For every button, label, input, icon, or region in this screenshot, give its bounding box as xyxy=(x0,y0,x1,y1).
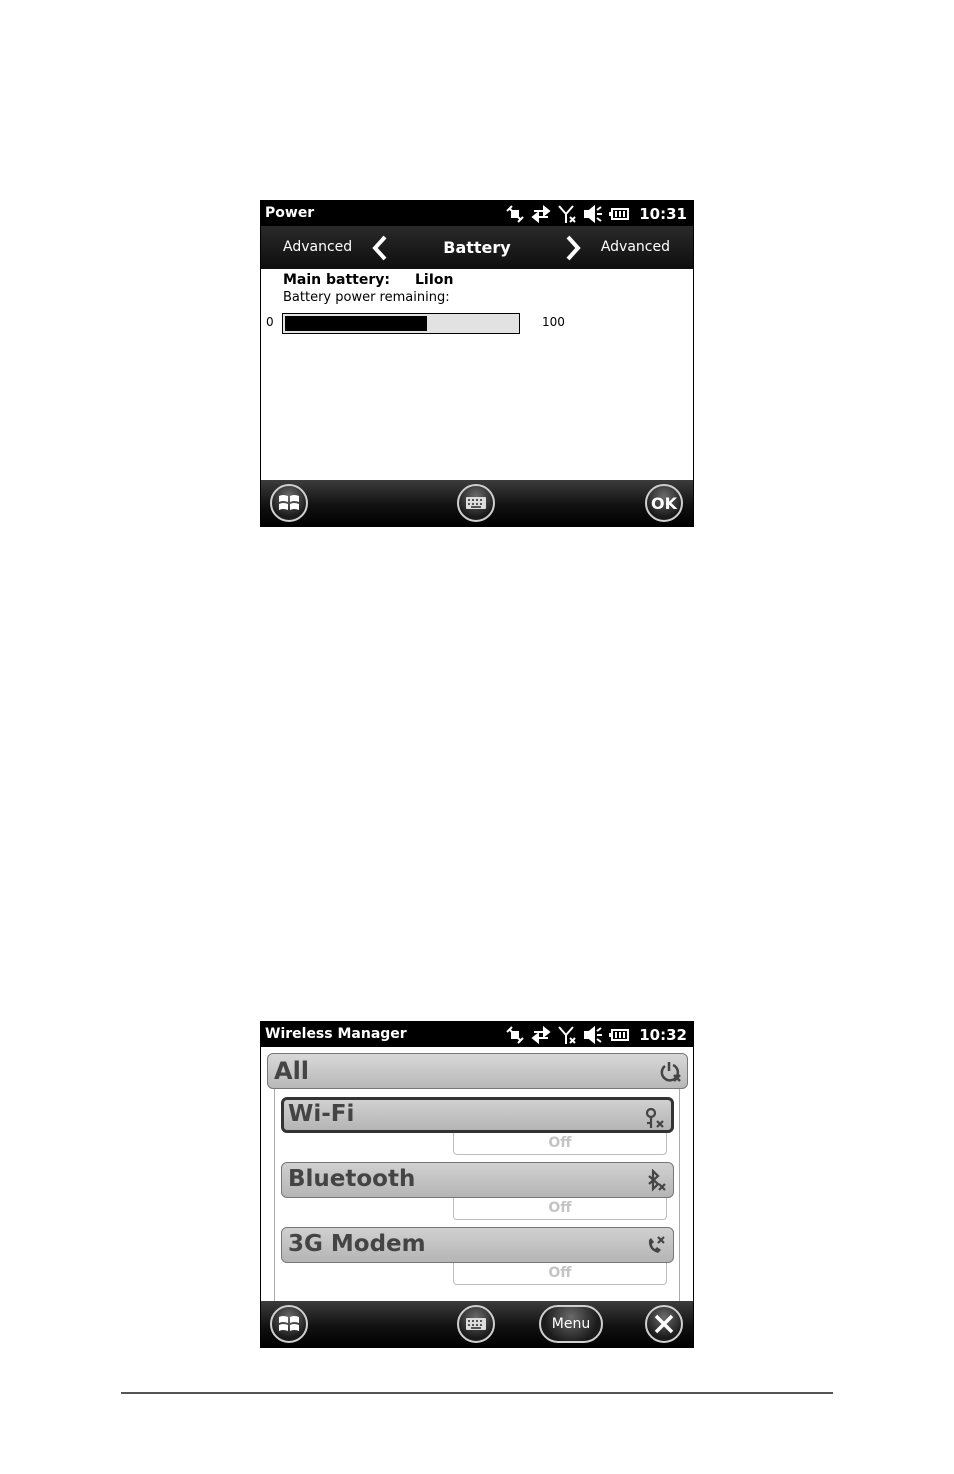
gps-icon[interactable] xyxy=(505,1025,525,1045)
bluetooth-toggle[interactable] xyxy=(281,1162,674,1198)
clock: 10:32 xyxy=(639,1026,687,1044)
all-label: All xyxy=(274,1057,310,1085)
taskbar xyxy=(261,480,693,526)
bluetooth-off-icon xyxy=(644,1169,668,1193)
3g-modem-toggle[interactable] xyxy=(281,1227,674,1263)
clock: 10:31 xyxy=(639,205,687,223)
start-button[interactable] xyxy=(270,1305,308,1343)
wifi-status xyxy=(453,1133,667,1155)
close-button[interactable] xyxy=(645,1305,683,1343)
battery-progress-bar xyxy=(282,313,520,334)
progress-max-label: 100 xyxy=(542,315,565,329)
3g-modem-status xyxy=(453,1263,667,1285)
bluetooth-label: Bluetooth xyxy=(288,1166,416,1192)
bluetooth-status xyxy=(453,1198,667,1220)
signal-off-icon[interactable] xyxy=(557,1025,577,1045)
main-battery-label: Main battery: xyxy=(283,272,390,288)
volume-mute-icon[interactable] xyxy=(583,1025,603,1045)
gps-icon[interactable] xyxy=(505,204,525,224)
tab-battery: Battery xyxy=(443,238,511,257)
main-battery-value: LiIon xyxy=(415,272,454,288)
start-button[interactable] xyxy=(270,484,308,522)
menu-button[interactable]: Menu xyxy=(539,1305,603,1343)
power-off-icon xyxy=(658,1060,682,1084)
status-bar xyxy=(261,201,693,226)
wifi-status-text: Off xyxy=(548,1135,572,1151)
battery-icon[interactable] xyxy=(609,1025,629,1045)
3g-modem-status-text: Off xyxy=(548,1265,572,1281)
battery-icon[interactable] xyxy=(609,204,629,224)
battery-remaining-label: Battery power remaining: xyxy=(283,290,450,305)
wifi-off-icon xyxy=(642,1106,666,1130)
tab-advanced-right[interactable]: Advanced xyxy=(600,239,670,255)
phone-off-icon xyxy=(644,1234,668,1258)
wireless-panel xyxy=(261,1047,693,1303)
wifi-label: Wi-Fi xyxy=(288,1101,355,1127)
battery-panel xyxy=(261,269,693,481)
3g-modem-label: 3G Modem xyxy=(288,1231,426,1257)
keyboard-button[interactable] xyxy=(457,1305,495,1343)
page-divider xyxy=(121,1392,833,1394)
sync-icon[interactable] xyxy=(531,1025,551,1045)
tab-advanced-left[interactable]: Advanced xyxy=(283,239,353,255)
chevron-right-icon[interactable] xyxy=(565,235,581,261)
window-title: Power xyxy=(265,205,315,221)
keyboard-button[interactable] xyxy=(457,484,495,522)
progress-min-label: 0 xyxy=(266,315,274,329)
signal-off-icon[interactable] xyxy=(557,204,577,224)
bluetooth-status-text: Off xyxy=(548,1200,572,1216)
ok-button-label: OK xyxy=(651,493,677,513)
ok-button[interactable] xyxy=(645,484,683,522)
window-title: Wireless Manager xyxy=(265,1026,407,1042)
windows-logo-icon xyxy=(278,1314,300,1334)
power-screen xyxy=(260,200,694,527)
all-wireless-toggle[interactable] xyxy=(267,1053,688,1089)
keyboard-icon xyxy=(465,496,487,510)
wireless-manager-screen xyxy=(260,1021,694,1348)
sync-icon[interactable] xyxy=(531,204,551,224)
close-icon xyxy=(653,1313,675,1335)
taskbar xyxy=(261,1301,693,1347)
volume-mute-icon[interactable] xyxy=(583,204,603,224)
wifi-toggle[interactable] xyxy=(281,1097,674,1133)
battery-progress-fill xyxy=(285,316,427,331)
status-bar xyxy=(261,1022,693,1047)
windows-logo-icon xyxy=(278,493,300,513)
keyboard-icon xyxy=(465,1317,487,1331)
tab-navigation xyxy=(261,226,693,269)
